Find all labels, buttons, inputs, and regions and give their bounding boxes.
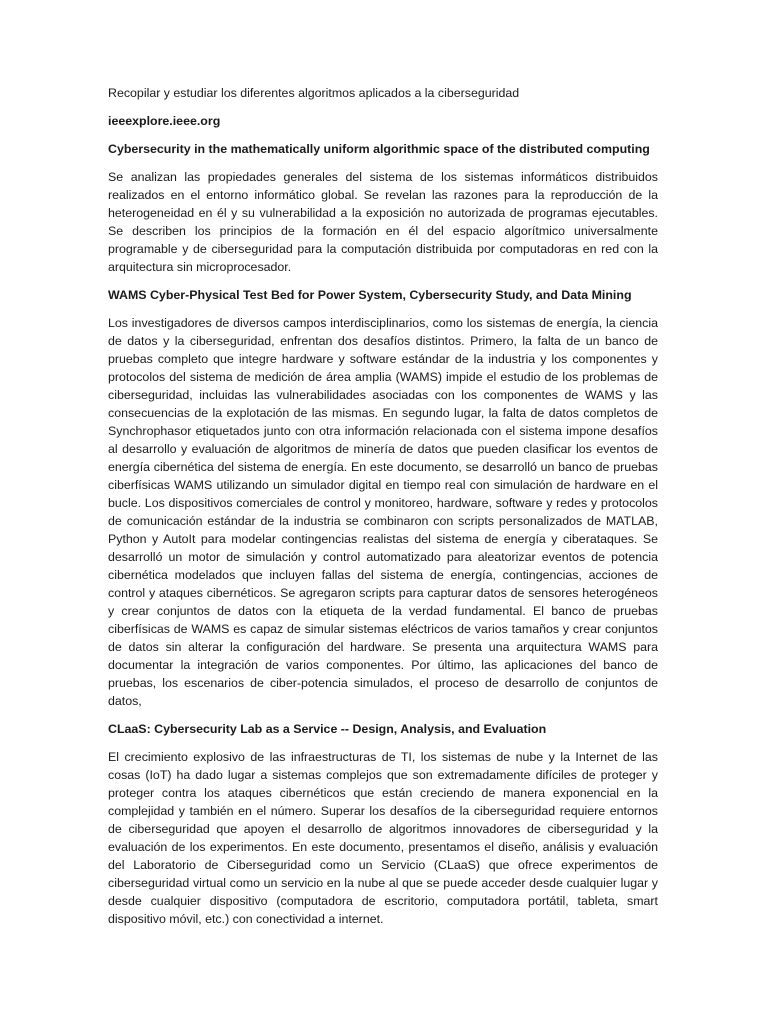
section-body: Los investigadores de diversos campos interdisciplinarios, como los sistemas de energía, la ciencia de datos y la ciberseguridad, enfrentan dos desafíos distintos. Primero, la falta de un banco de pruebas completo que integre hardware y software estándar de la industria y los componentes y protocolos del sistema de medición de área amplia (WAMS) impide el estudio de los problemas de ciberseguridad, incluidas las vulnerabilidades asociadas con los componentes de WAMS y las consecuencias de la explotación de las mismas. En segundo lugar, la falta de datos completos de Synchrophasor etiquetados junto con otra información relacionada con el sistema impone desafíos al desarrollo y evaluación de algoritmos de minería de datos que pueden clasificar los eventos de energía cibernética del sistema de energía. En este documento, se desarrolló un banco de pruebas ciberfísicas WAMS utilizando un simulador digital en tiempo real con simulación de hardware en el bucle. Los dispositivos comerciales de control y monitoreo, hardware, software y redes y protocolos de comunicación estándar de la industria se combinaron con scripts personalizados de MATLAB, Python y AutoIt para modelar contingencias realistas del sistema de energía y ciberataques. Se desarrolló un motor de simulación y control automatizado para aleatorizar eventos de potencia cibernética modelados que incluyen fallas del sistema de energía, contingencias, acciones de control y ataques cibernéticos. Se agregaron scripts para capturar datos de sensores heterogéneos y crear conjuntos de datos con la etiqueta de la verdad fundamental. El banco de pruebas ciberfísicas de WAMS es capaz de simular sistemas eléctricos de varios tamaños y crear conjuntos de datos sin alterar la configuración del hardware. Se presenta una arquitectura WAMS para documentar la integración de varios componentes. Por último, las aplicaciones del banco de pruebas, los escenarios de ciber-potencia simulados, el proceso de desarrollo de conjuntos de datos, <box>108 316 658 708</box>
intro-line: Recopilar y estudiar los diferentes algoritmos aplicados a la ciberseguridad <box>108 86 520 100</box>
section-title: CLaaS: Cybersecurity Lab as a Service -- Design, Analysis, and Evaluation <box>108 722 547 736</box>
section-body: Se analizan las propiedades generales del sistema de los sistemas informáticos distribuidos realizados en el entorno informático global. Se revelan las razones para la reproducción de la heterogeneidad en él y su vulnerabilidad a la exposición no autorizada de programas ejecutables. Se describen los principios de la formación en él del espacio algorítmico universalmente programable y de ciberseguridad para la computación distribuida por computadoras en red con la arquitectura sin microprocesador. <box>108 170 658 274</box>
section-title: Cybersecurity in the mathematically uniform algorithmic space of the distributed computing <box>108 142 650 156</box>
section-body: El crecimiento explosivo de las infraestructuras de TI, los sistemas de nube y la Internet de las cosas (IoT) ha dado lugar a sistemas complejos que son extremadamente difíciles de proteger y proteger contra los ataques cibernéticos que están creciendo de manera exponencial en la complejidad y también en el número. Superar los desafíos de la ciberseguridad requiere entornos de ciberseguridad que apoyen el desarrollo de algoritmos innovadores de ciberseguridad y la evaluación de los experimentos. En este documento, presentamos el diseño, análisis y evaluación del Laboratorio de Ciberseguridad como un Servicio (CLaaS) que ofrece experimentos de ciberseguridad virtual como un servicio en la nube al que se puede acceder desde cualquier lugar y desde cualquier dispositivo (computadora de escritorio, computadora portátil, tableta, smart dispositivo móvil, etc.) con conectividad a internet. <box>108 750 658 926</box>
section-title: WAMS Cyber-Physical Test Bed for Power System, Cybersecurity Study, and Data Mining <box>108 288 632 302</box>
document-page <box>108 84 658 928</box>
source-line: ieeexplore.ieee.org <box>108 114 221 128</box>
